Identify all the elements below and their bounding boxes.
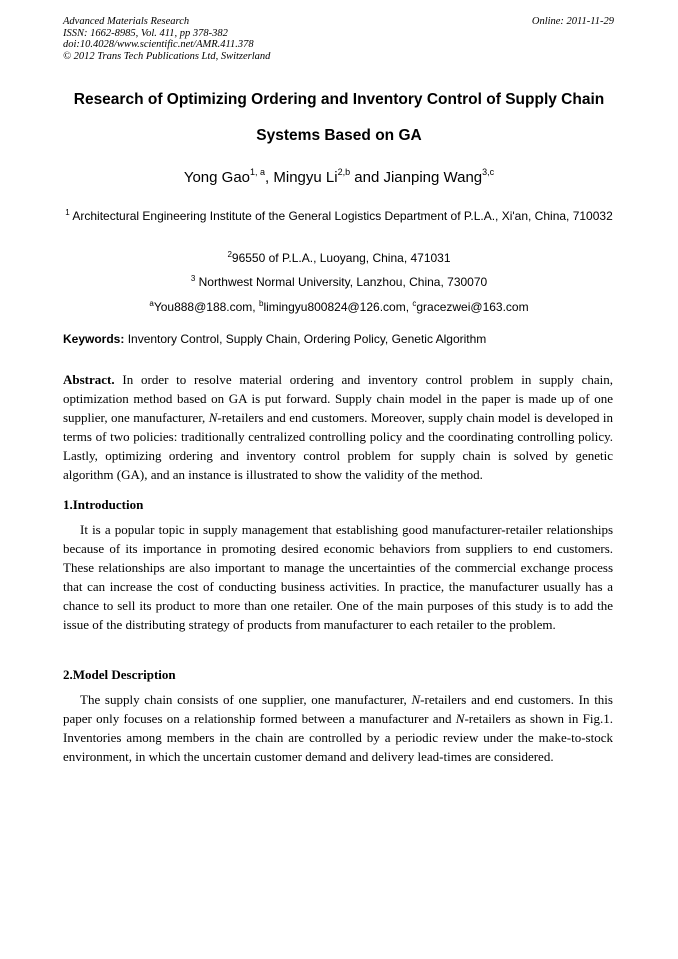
keywords-text: Inventory Control, Supply Chain, Ordering Policy, Genetic Algorithm (124, 332, 487, 346)
affiliation-mark: 2 (227, 250, 232, 259)
author-separator: and (350, 169, 384, 186)
keywords (63, 332, 623, 346)
email-mark: b (258, 299, 264, 308)
author-list (40, 167, 638, 186)
affiliation-1 (62, 203, 616, 226)
section-heading-introduction: 1.Introduction (63, 497, 144, 512)
paper-title-line-2: Systems Based on GA (256, 127, 422, 144)
author-name: Yong Gao (183, 169, 251, 186)
email-address[interactable]: gracezwei@163.com (416, 300, 529, 314)
affiliation-mark: 3 (190, 274, 196, 283)
online-date: Online: 2011-11-29 (531, 16, 614, 27)
affiliation-text: Northwest Normal University, Lanzhou, China, 730070 (195, 275, 488, 289)
abstract (63, 370, 613, 484)
journal-header (63, 16, 270, 62)
email-address[interactable]: limingyu800824@126.com, (263, 300, 413, 314)
author-affiliation-mark: 1, a (250, 167, 266, 177)
affiliation-text: Architectural Engineering Institute of the General Logistics Department of P.L.A., Xi'an, China, 710032 (69, 209, 613, 223)
doi-line: doi:10.4028/www.scientific.net/AMR.411.378 (63, 39, 254, 50)
email-mark: a (149, 299, 154, 308)
author-affiliation-mark: 3,c (482, 167, 495, 177)
paper-title-line-1: Research of Optimizing Ordering and Inventory Control of Supply Chain (73, 91, 605, 108)
email-address[interactable]: You888@188.com, (153, 300, 259, 314)
abstract-label: Abstract. (63, 372, 115, 387)
affiliation-text: 96550 of P.L.A., Luoyang, China, 471031 (231, 251, 451, 265)
email-mark: c (412, 299, 417, 308)
author-affiliation-mark: 2,b (337, 167, 351, 177)
journal-name: Advanced Materials Research (63, 16, 190, 27)
variable-n: N (208, 410, 218, 425)
copyright-line: © 2012 Trans Tech Publications Ltd, Switzerland (63, 50, 271, 62)
model-description-paragraph: The supply chain consists of one supplier, one manufacturer, N-retailers and end customers. In this paper only focuses on a relationship formed between a manufacturer and N-retailers as shown in Fig.1. Inventories among members in the chain are controlled by a periodic review under the make-to-stock environment, in which the uncertain customer demand and delivery lead-times are considered. (63, 692, 613, 764)
variable-n: N (455, 711, 465, 726)
abstract-text: In order to resolve material ordering and inventory control problem in supply chain, optimization method based on GA is put forward. Supply chain model in the paper is made up of one supplier, one manufacturer, N-retailers and end customers. Moreover, supply chain model is developed in terms of two policies: traditionally centralized controlling policy and the coordinating controlling policy. Lastly, optimizing ordering and inventory control problem for supply chain is solved by genetic algorithm (GA), and an instance is illustrated to show the validity of the method. (63, 372, 613, 482)
affiliation-3 (62, 269, 616, 292)
introduction-paragraph: It is a popular topic in supply management that establishing good manufacturer-retailer relationships because of its importance in promoting desired economic behaviors from suppliers to end customers. These relationships are also important to manage the uncertainties of the commercial exchange process that can increase the cost of conducting business activities. In practice, the manufacturer usually has a chance to sell its product to more than one retailer. One of the main purposes of this study is to add the issue of the distributing strategy of products from manufacturer to each retailer to the problem. (63, 522, 613, 632)
author-name: Jianping Wang (383, 169, 483, 186)
author-emails (62, 294, 616, 317)
section-heading-model-description: 2.Model Description (63, 667, 176, 682)
affiliation-mark: 1 (65, 208, 70, 217)
affiliation-2 (62, 245, 616, 268)
issn-line: ISSN: 1662-8985, Vol. 411, pp 378-382 (63, 27, 228, 39)
variable-n: N (411, 692, 421, 707)
keywords-label: Keywords: (63, 332, 125, 346)
author-name: Mingyu Li (273, 169, 338, 186)
author-separator: , (265, 169, 274, 186)
